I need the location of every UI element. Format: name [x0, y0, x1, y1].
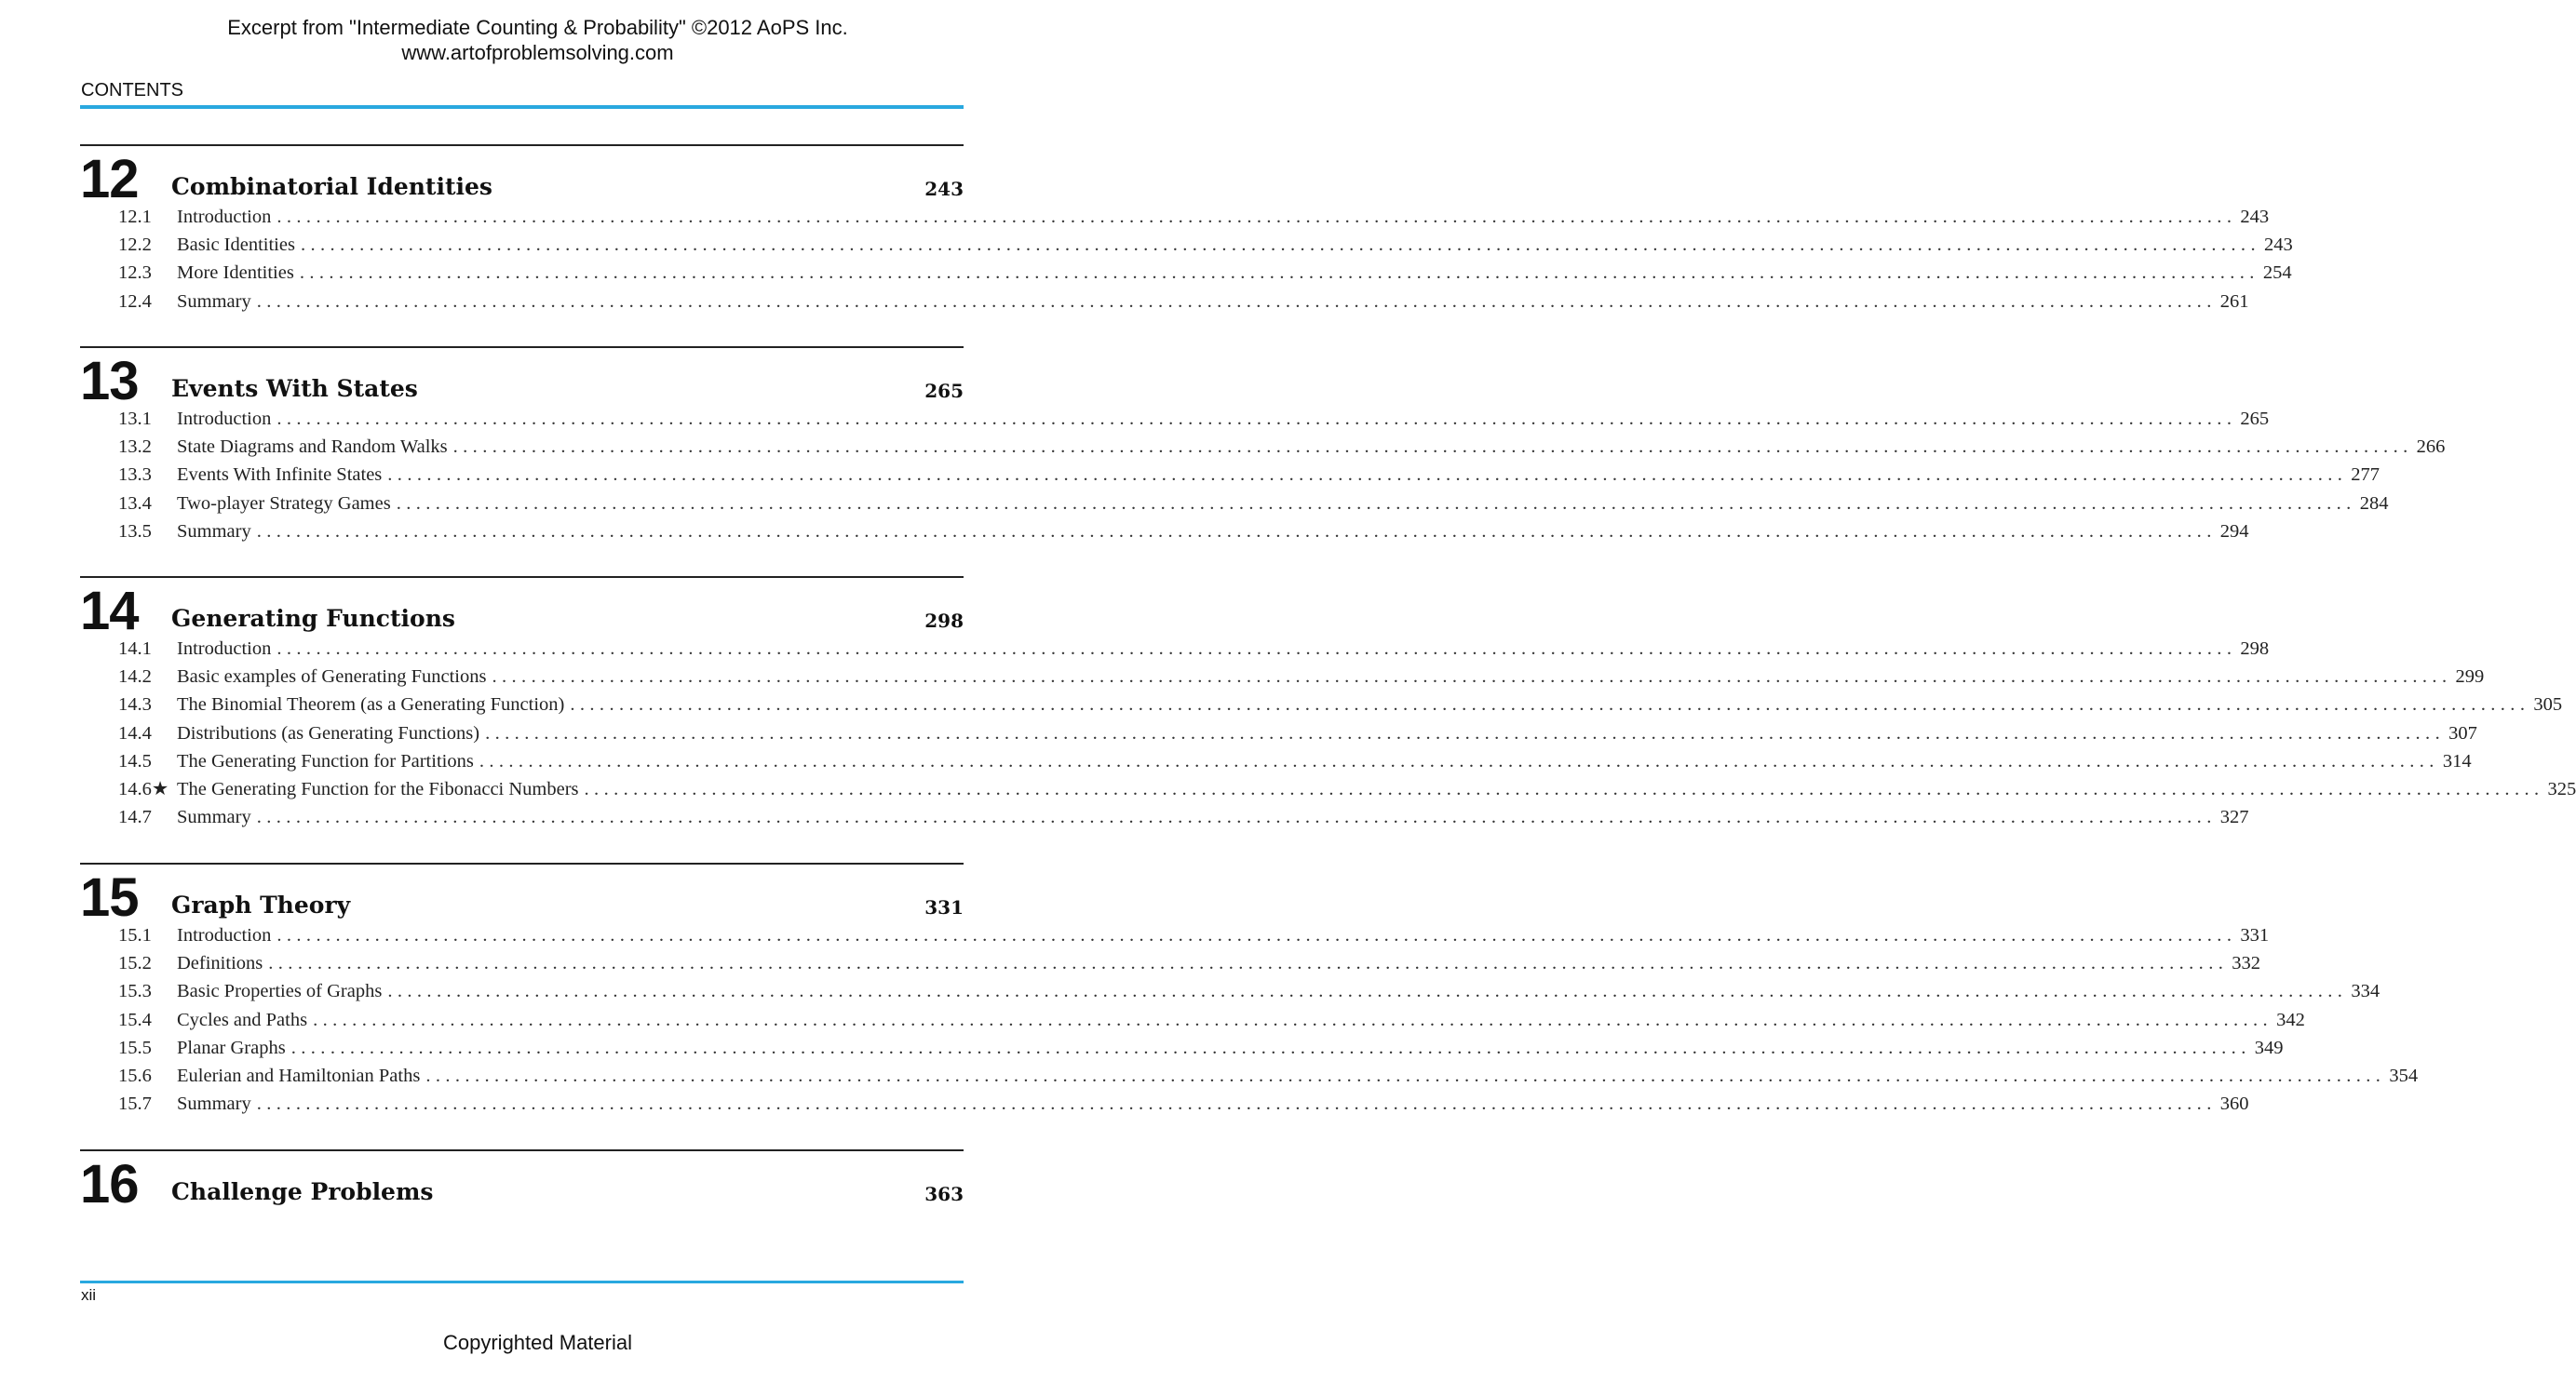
- section-entry[interactable]: [80, 490, 2389, 517]
- section-number: 14.2: [118, 666, 152, 688]
- section-title: Summary: [177, 1094, 251, 1115]
- section-number: 15.7: [118, 1094, 152, 1115]
- section-page-number: 342: [2276, 1009, 2305, 1030]
- section-line: [177, 1090, 2249, 1118]
- dot-leader: ........................................................................................................................................................................................................: [299, 262, 2259, 284]
- section-entry[interactable]: [80, 203, 2270, 231]
- section-entry[interactable]: [80, 461, 2380, 489]
- section-number: 13.3: [118, 464, 152, 486]
- section-title: Distributions (as Generating Functions): [177, 722, 480, 744]
- section-page-number: 254: [2262, 262, 2292, 284]
- dot-leader: ........................................................................................................................................................................................................: [256, 290, 2217, 312]
- section-number: 14.3: [118, 694, 152, 716]
- section-page-number: 261: [2219, 290, 2249, 312]
- section-entry[interactable]: [80, 775, 2576, 803]
- dot-leader: ........................................................................................................................................................................................................: [256, 807, 2217, 828]
- section-page-number: 284: [2359, 492, 2389, 514]
- section-page-number: 349: [2254, 1037, 2284, 1058]
- section-line: [177, 203, 2270, 231]
- chapter-divider: [80, 346, 964, 348]
- section-page-number: 314: [2442, 750, 2472, 772]
- section-list: [80, 635, 2576, 831]
- section-title: Summary: [177, 807, 251, 828]
- section-entry[interactable]: [80, 691, 2563, 718]
- section-line: [177, 803, 2249, 831]
- section-line: [177, 977, 2380, 1005]
- section-entry[interactable]: [80, 1034, 2284, 1062]
- section-number: 13.1: [118, 409, 152, 429]
- section-line: [177, 775, 2576, 803]
- dot-leader: ........................................................................................................................................................................................................: [256, 520, 2217, 542]
- section-number: 15.2: [118, 953, 152, 974]
- chapter-divider: [80, 144, 964, 146]
- section-line: [177, 1034, 2284, 1062]
- section-page-number: 243: [2263, 235, 2293, 256]
- section-entry[interactable]: [80, 288, 2249, 315]
- section-title: The Generating Function for Partitions: [177, 750, 474, 772]
- dot-leader: ........................................................................................................................................................................................................: [276, 925, 2237, 946]
- dot-leader: ........................................................................................................................................................................................................: [387, 464, 2348, 486]
- section-line: [177, 921, 2270, 949]
- section-title: Introduction: [177, 925, 272, 946]
- chapter-divider: [80, 1149, 964, 1151]
- excerpt-line-1: Excerpt from "Intermediate Counting & Probability" ©2012 AoPS Inc.: [227, 16, 848, 39]
- section-line: [177, 949, 2260, 977]
- section-page-number: 277: [2351, 464, 2380, 486]
- chapter-page-number: 265: [924, 380, 964, 402]
- section-number: 14.6★: [118, 778, 169, 799]
- dot-leader: ........................................................................................................................................................................................................: [268, 953, 2229, 974]
- section-entry[interactable]: [80, 231, 2293, 259]
- chapter-number: 14: [80, 581, 139, 641]
- section-number: 13.2: [118, 436, 152, 458]
- section-page-number: 360: [2219, 1094, 2249, 1115]
- section-line: [177, 231, 2293, 259]
- section-entry[interactable]: [80, 635, 2270, 663]
- section-entry[interactable]: [80, 977, 2380, 1005]
- section-title: Summary: [177, 520, 251, 542]
- excerpt-url: www.artofproblemsolving.com: [401, 41, 674, 64]
- chapter-number: 13: [80, 351, 139, 411]
- section-number: 12.2: [118, 235, 152, 256]
- section-line: [177, 517, 2249, 545]
- footer-rule: [80, 1281, 964, 1283]
- section-number: 12.4: [118, 290, 152, 312]
- dot-leader: ........................................................................................................................................................................................................: [425, 1065, 2386, 1086]
- section-page-number: 327: [2219, 807, 2249, 828]
- section-number: 13.4: [118, 492, 152, 514]
- section-number: 12.1: [118, 207, 152, 227]
- chapter-number: 12: [80, 149, 139, 209]
- section-page-number: 307: [2448, 722, 2477, 744]
- excerpt-notice: [0, 15, 1075, 65]
- section-number: 13.5: [118, 520, 152, 542]
- section-number: 15.5: [118, 1037, 152, 1058]
- section-title: The Binomial Theorem (as a Generating Function): [177, 694, 565, 716]
- section-page-number: 334: [2351, 981, 2380, 1002]
- section-list: [80, 203, 2293, 315]
- section-entry[interactable]: [80, 259, 2292, 287]
- section-number: 14.7: [118, 807, 152, 828]
- section-page-number: 354: [2389, 1065, 2419, 1086]
- dot-leader: ........................................................................................................................................................................................................: [485, 722, 2446, 744]
- section-number: 15.4: [118, 1009, 152, 1030]
- section-page-number: 243: [2240, 207, 2270, 227]
- dot-leader: ........................................................................................................................................................................................................: [276, 207, 2237, 227]
- section-title: Introduction: [177, 409, 272, 429]
- chapter-title[interactable]: Generating Functions: [171, 605, 455, 632]
- section-list: [80, 921, 2419, 1118]
- dot-leader: ........................................................................................................................................................................................................: [396, 492, 2356, 514]
- section-entry[interactable]: [80, 803, 2249, 831]
- dot-leader: ........................................................................................................................................................................................................: [570, 694, 2530, 716]
- running-head: CONTENTS: [81, 80, 183, 101]
- section-line: [177, 461, 2380, 489]
- section-page-number: 299: [2455, 666, 2485, 688]
- section-number: 14.4: [118, 722, 152, 744]
- section-line: [177, 635, 2270, 663]
- section-entry[interactable]: [80, 719, 2477, 747]
- section-title: Introduction: [177, 638, 272, 659]
- section-title: More Identities: [177, 262, 294, 284]
- section-entry[interactable]: [80, 747, 2472, 775]
- section-entry[interactable]: [80, 433, 2446, 461]
- dot-leader: ........................................................................................................................................................................................................: [492, 666, 2452, 688]
- section-line: [177, 405, 2270, 433]
- section-page-number: 266: [2416, 436, 2446, 458]
- chapter-number: 16: [80, 1154, 139, 1215]
- section-line: [177, 1062, 2419, 1090]
- section-entry[interactable]: [80, 1062, 2419, 1090]
- chapter-divider: [80, 576, 964, 578]
- section-entry[interactable]: [80, 1006, 2305, 1034]
- chapter-title[interactable]: Graph Theory: [171, 892, 351, 919]
- section-entry[interactable]: [80, 1090, 2249, 1118]
- dot-leader: ........................................................................................................................................................................................................: [313, 1009, 2273, 1030]
- section-page-number: 305: [2533, 694, 2563, 716]
- section-number: 15.3: [118, 981, 152, 1002]
- section-title: Two-player Strategy Games: [177, 492, 391, 514]
- section-page-number: 332: [2232, 953, 2260, 974]
- chapter-page-number: 243: [924, 178, 964, 200]
- chapter-title[interactable]: Challenge Problems: [171, 1178, 434, 1205]
- section-number: 14.1: [118, 638, 152, 659]
- section-title: State Diagrams and Random Walks: [177, 436, 448, 458]
- dot-leader: ........................................................................................................................................................................................................: [290, 1037, 2251, 1058]
- section-line: [177, 433, 2446, 461]
- page-folio: xii: [81, 1286, 97, 1304]
- section-title: Definitions: [177, 953, 263, 974]
- section-line: [177, 719, 2477, 747]
- dot-leader: ........................................................................................................................................................................................................: [256, 1094, 2217, 1115]
- section-number: 14.5: [118, 750, 152, 772]
- section-line: [177, 288, 2249, 315]
- chapter-page-number: 363: [924, 1183, 964, 1205]
- section-list: [80, 405, 2446, 545]
- dot-leader: ........................................................................................................................................................................................................: [452, 436, 2413, 458]
- dot-leader: ........................................................................................................................................................................................................: [479, 750, 2439, 772]
- section-entry[interactable]: [80, 921, 2270, 949]
- dot-leader: ........................................................................................................................................................................................................: [276, 638, 2237, 659]
- dot-leader: ........................................................................................................................................................................................................: [300, 235, 2260, 256]
- section-title: Planar Graphs: [177, 1037, 286, 1058]
- chapter-page-number: 331: [924, 896, 964, 919]
- section-title: Introduction: [177, 207, 272, 227]
- chapter-number: 15: [80, 867, 139, 928]
- section-page-number: 331: [2240, 925, 2270, 946]
- dot-leader: ........................................................................................................................................................................................................: [584, 778, 2544, 799]
- section-line: [177, 259, 2292, 287]
- section-title: Summary: [177, 290, 251, 312]
- chapter-title[interactable]: Events With States: [171, 375, 418, 402]
- section-entry[interactable]: [80, 949, 2260, 977]
- dot-leader: ........................................................................................................................................................................................................: [387, 981, 2348, 1002]
- section-number: 15.1: [118, 925, 152, 946]
- copyright-notice: Copyrighted Material: [443, 1331, 632, 1354]
- dot-leader: ........................................................................................................................................................................................................: [276, 409, 2237, 429]
- section-page-number: 294: [2219, 520, 2249, 542]
- section-entry[interactable]: [80, 405, 2270, 433]
- chapter-title[interactable]: Combinatorial Identities: [171, 173, 492, 200]
- section-title: Cycles and Paths: [177, 1009, 308, 1030]
- section-number: 15.6: [118, 1065, 152, 1086]
- section-page-number: 325: [2547, 778, 2576, 799]
- section-title: The Generating Function for the Fibonacci Numbers: [177, 778, 579, 799]
- section-line: [177, 691, 2563, 718]
- section-number: 12.3: [118, 262, 152, 284]
- section-title: Basic examples of Generating Functions: [177, 666, 487, 688]
- section-line: [177, 1006, 2305, 1034]
- section-entry[interactable]: [80, 663, 2485, 691]
- section-line: [177, 747, 2472, 775]
- section-line: [177, 663, 2485, 691]
- section-title: Events With Infinite States: [177, 464, 383, 486]
- section-title: Basic Properties of Graphs: [177, 981, 383, 1002]
- section-line: [177, 490, 2389, 517]
- section-entry[interactable]: [80, 517, 2249, 545]
- chapter-divider: [80, 863, 964, 865]
- section-title: Eulerian and Hamiltonian Paths: [177, 1065, 421, 1086]
- section-page-number: 265: [2240, 409, 2270, 429]
- section-page-number: 298: [2240, 638, 2270, 659]
- header-rule: [80, 105, 964, 109]
- chapter-page-number: 298: [924, 610, 964, 632]
- section-title: Basic Identities: [177, 235, 295, 256]
